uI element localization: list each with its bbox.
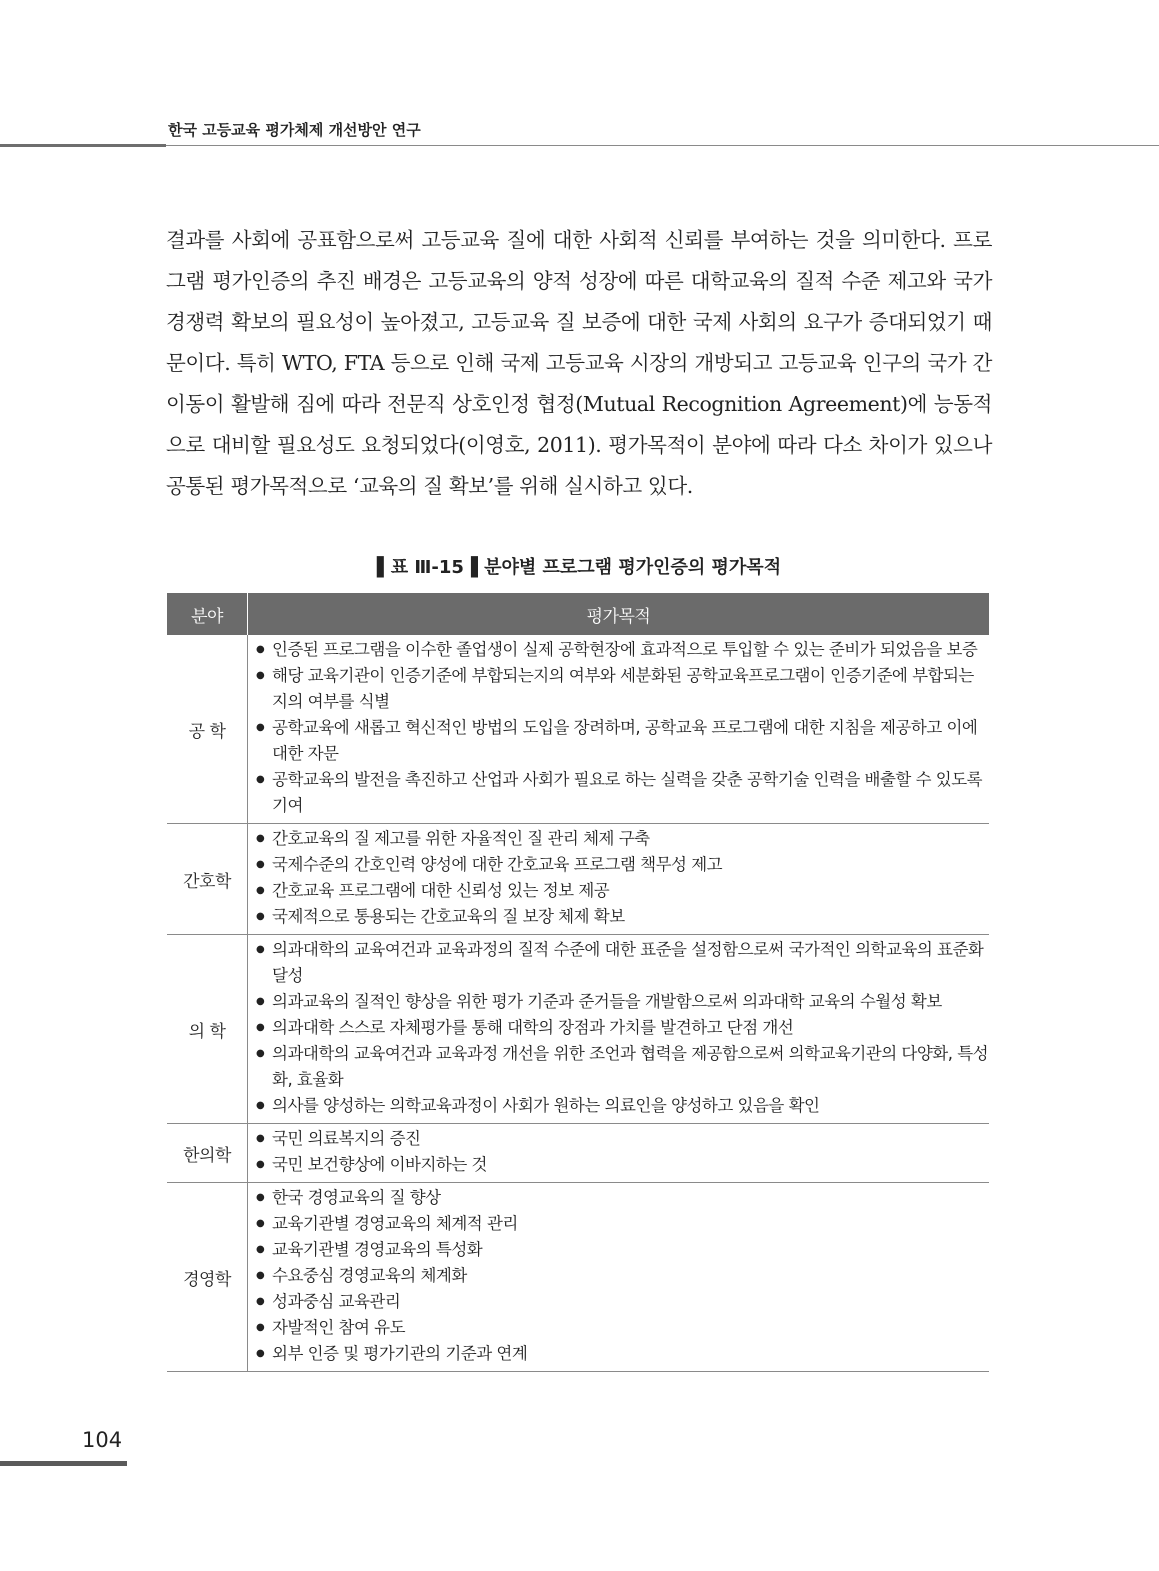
table-row	[167, 1183, 989, 1372]
footer-rule	[0, 1461, 127, 1466]
goals-cell	[248, 935, 990, 1124]
table-row	[167, 1124, 989, 1183]
goal-item: ● 의사를 양성하는 의학교육과정이 사회가 원하는 의료인을 양성하고 있음을 확인	[254, 1093, 989, 1119]
table-header-row	[167, 593, 989, 635]
goal-item: ● 국제수준의 간호인력 양성에 대한 간호교육 프로그램 책무성 제고	[254, 852, 989, 878]
running-header-title: 한국 고등교육 평가체제 개선방안 연구	[168, 121, 421, 139]
body-paragraph: 결과를 사회에 공표함으로써 고등교육 질에 대한 사회적 신뢰를 부여하는 것을 의미한다. 프로그램 평가인증의 추진 배경은 고등교육의 양적 성장에 따른 대학교육의 질적 수준 제고와 국가 경쟁력 확보의 필요성이 높아졌고, 고등교육 질 보증에 대한 국제 사회의 요구가 증대되었기 때문이다. 특히 WTO, FTA 등으로 인해 국제 고등교육 시장의 개방되고 고등교육 인구의 국가 간 이동이 활발해 짐에 따라 전문직 상호인정 협정(Mutual Recognition Agreement)에 능동적으로 대비할 필요성도 요청되었다(이영호, 2011). 평가목적이 분야에 따라 다소 차이가 있으나 공통된 평가목적으로 ‘교육의 질 확보’를 위해 실시하고 있다.	[166, 228, 992, 498]
goal-item: ● 성과중심 교육관리	[254, 1289, 989, 1315]
goal-item: ● 공학교육의 발전을 촉진하고 산업과 사회가 필요로 하는 실력을 갖춘 공학기술 인력을 배출할 수 있도록 기여	[254, 767, 989, 819]
field-cell: 경영학	[167, 1183, 248, 1372]
table-row	[167, 635, 989, 824]
goal-item: ● 자발적인 참여 유도	[254, 1315, 989, 1341]
table-row	[167, 824, 989, 935]
goal-item: ● 의과대학의 교육여건과 교육과정 개선을 위한 조언과 협력을 제공함으로써 의학교육기관의 다양화, 특성화, 효율화	[254, 1041, 989, 1093]
header-goals: 평가목적	[248, 593, 990, 635]
table-row	[167, 935, 989, 1124]
field-cell: 의 학	[167, 935, 248, 1124]
table-caption-title: 분야별 프로그램 평가인증의 평가목적	[484, 557, 782, 578]
goal-item: ● 교육기관별 경영교육의 특성화	[254, 1237, 989, 1263]
evaluation-purpose-table	[167, 593, 989, 1372]
header-rule-thin	[166, 145, 1159, 146]
goal-item: ● 의과교육의 질적인 향상을 위한 평가 기준과 준거들을 개발함으로써 의과대학 교육의 수월성 확보	[254, 989, 989, 1015]
goal-item: ● 인증된 프로그램을 이수한 졸업생이 실제 공학현장에 효과적으로 투입할 수 있는 준비가 되었음을 보증	[254, 637, 989, 663]
header-field: 분야	[167, 593, 248, 635]
goal-item: ● 공학교육에 새롭고 혁신적인 방법의 도입을 장려하며, 공학교육 프로그램에 대한 지침을 제공하고 이에 대한 자문	[254, 715, 989, 767]
goal-item: ● 국제적으로 통용되는 간호교육의 질 보장 체제 확보	[254, 904, 989, 930]
field-cell: 간호학	[167, 824, 248, 935]
goals-cell	[248, 635, 990, 824]
goals-cell	[248, 1183, 990, 1372]
table-body	[167, 635, 989, 1372]
goals-cell	[248, 824, 990, 935]
goal-item: ● 해당 교육기관이 인증기준에 부합되는지의 여부와 세분화된 공학교육프로그램이 인증기준에 부합되는지의 여부를 식별	[254, 663, 989, 715]
page-number: 104	[82, 1428, 123, 1452]
table-caption-prefix: ▌표 Ⅲ-15▐	[376, 557, 478, 578]
goal-item: ● 교육기관별 경영교육의 체계적 관리	[254, 1211, 989, 1237]
header-rule-thick	[0, 144, 166, 147]
field-cell: 한의학	[167, 1124, 248, 1183]
goal-item: ● 국민 의료복지의 증진	[254, 1126, 989, 1152]
field-cell: 공 학	[167, 635, 248, 824]
goal-item: ● 외부 인증 및 평가기관의 기준과 연계	[254, 1341, 989, 1367]
goal-item: ● 국민 보건향상에 이바지하는 것	[254, 1152, 989, 1178]
goal-item: ● 수요중심 경영교육의 체계화	[254, 1263, 989, 1289]
goal-item: ● 간호교육의 질 제고를 위한 자율적인 질 관리 체제 구축	[254, 826, 989, 852]
goal-item: ● 의과대학의 교육여건과 교육과정의 질적 수준에 대한 표준을 설정함으로써 국가적인 의학교육의 표준화 달성	[254, 937, 989, 989]
table-caption	[166, 553, 992, 579]
goal-item: ● 한국 경영교육의 질 향상	[254, 1185, 989, 1211]
goals-cell	[248, 1124, 990, 1183]
goal-item: ● 간호교육 프로그램에 대한 신뢰성 있는 정보 제공	[254, 878, 989, 904]
goal-item: ● 의과대학 스스로 자체평가를 통해 대학의 장점과 가치를 발견하고 단점 개선	[254, 1015, 989, 1041]
